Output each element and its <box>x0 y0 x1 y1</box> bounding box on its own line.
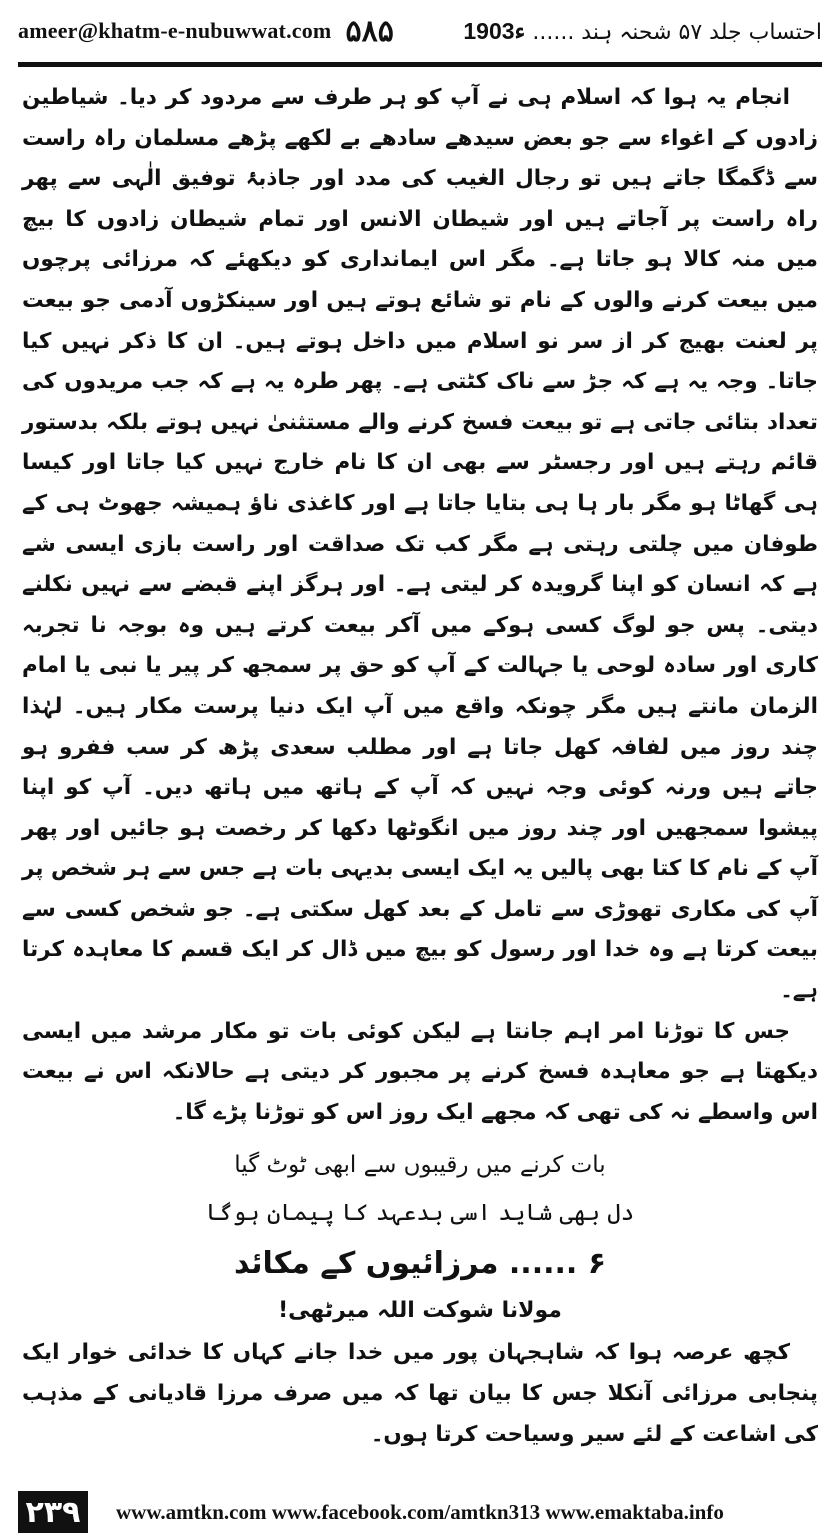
body-paragraph-1: انجام یہ ہوا کہ اسلام ہی نے آپ کو ہر طرف سے مردود کر دیا۔ شیاطین زادوں کے اغواء سے جو بعض سیدھے سادھے بے لکھے پڑھے مسلمان راہ راست سے ڈگمگا جاتے ہیں تو رجال الغیب کی مدد اور جاذبۂ توفیق الٰہی سے پھر راہ راست پر آجاتے ہیں اور شیطان الانس اور تمام شیطان زادوں کا بیچ میں منہ کالا ہو جاتا ہے۔ مگر اس ایمانداری کو دیکھئے کہ مرزائی پرچوں میں بیعت کرنے والوں کے نام تو شائع ہوتے ہیں اور سینکڑوں آدمی جو بیعت پر لعنت بھیج کر از سر نو اسلام میں داخل ہوتے ہیں۔ ان کا ذکر نہیں کیا جاتا۔ وجہ یہ ہے کہ جڑ سے ناک کٹتی ہے۔ پھر طرہ یہ ہے کہ جب مریدوں کی تعداد بتائی جاتی ہے تو بیعت فسخ کرنے والے مستثنیٰ نہیں ہوتے بلکہ بدستور قائم رہتے ہیں اور رجسٹر سے بھی ان کا نام خارج نہیں کیا جاتا اور کیسا ہی گھاٹا ہو مگر بار ہا ہی بتایا جاتا ہے اور کاغذی ناؤ ہمیشہ جھوٹ ہی کے طوفان میں چلتی رہتی ہے مگر کب تک صداقت اور راست بازی ایسی شے ہے کہ انسان کو اپنا گرویدہ کر لیتی ہے۔ اور ہرگز اپنے قبضے سے نہیں نکلنے دیتی۔ پس جو لوگ کسی ہوکے میں آکر بیعت کرتے ہیں وہ بوجہ نا تجربہ کاری اور سادہ لوحی یا جہالت کے آپ کو حق پر سمجھ کر پیر یا نبی یا امام الزمان مانتے ہیں مگر چونکہ واقع میں آپ ایک دنیا پرست مکار ہیں۔ لہٰذا چند روز میں لفافہ کھل جاتا ہے اور مطلب سعدی پڑھ کر سب ففرو ہو جاتے ہیں ورنہ کوئی وجہ نہیں کہ آپ کے ہاتھ میں ہاتھ دیں۔ آپ کو اپنا پیشوا سمجھیں اور چند روز میں انگوٹھا دکھا کر رخصت ہو جائیں اور پھر آپ کے نام کا کتا بھی پالیں یہ ایک ایسی بدیہی بات ہے جس سے ہر شخص پر آپ کی مکاری تھوڑی سے تامل کے بعد کھل سکتی ہے۔ جو شخص کسی سے بیعت کرتا ہے وہ خدا اور رسول کو بیچ میں ڈال کر ایک قسم کا معاہدہ کرتا ہے۔ <box>22 85 818 1004</box>
page-footer <box>18 1490 822 1534</box>
section-author: مولانا شوکت اللہ میرٹھی! <box>278 1298 562 1324</box>
footer-links: www.amtkn.com www.facebook.com/amtkn313 www.emaktaba.info <box>116 1499 724 1524</box>
header-year: 1903ء <box>463 17 526 44</box>
header-volume-title: احتساب جلد ۵۷ شحنہ ہند ...... <box>532 19 822 45</box>
body-paragraph-2: جس کا توڑنا امر اہم جانتا ہے لیکن کوئی بات تو مکار مرشد میں ایسی دیکھتا ہے جو معاہدہ فسخ کرنے پر مجبور کر دیتی ہے حالانکہ اس نے بیعت اس واسطے نہ کی تھی کہ مجھے ایک روز اس کو توڑنا پڑے گا۔ <box>22 1018 818 1125</box>
poem-couplet <box>22 1141 818 1237</box>
page-body <box>22 78 818 1455</box>
header-rule <box>18 62 822 67</box>
header-left <box>18 14 394 49</box>
footer-page-number: ۲۳۹ <box>18 1491 88 1533</box>
header-book-title <box>463 18 822 45</box>
page-header <box>18 8 822 54</box>
header-email: ameer@khatm-e-nubuwwat.com <box>18 18 332 43</box>
section-heading: ۶ ...... مرزائیوں کے مکائد <box>233 1246 607 1282</box>
poem-line-2: دل بھی شاید اسی بدعہد کا پیمان ہوگا <box>205 1200 635 1227</box>
header-page-number: ۵۸۵ <box>345 13 394 49</box>
poem-line-1: بات کرنے میں رقیبوں سے ابھی ٹوٹ گیا <box>234 1152 606 1179</box>
body-paragraph-3: کچھ عرصہ ہوا کہ شاہجہان پور میں خدا جانے کہاں کا خدائی خوار ایک پنجابی مرزائی آنکلا جس کا بیان تھا کہ میں صرف مرزا قادیانی کے مذہب کی اشاعت کے لئے سیر وسیاحت کرتا ہوں۔ <box>22 1340 818 1447</box>
